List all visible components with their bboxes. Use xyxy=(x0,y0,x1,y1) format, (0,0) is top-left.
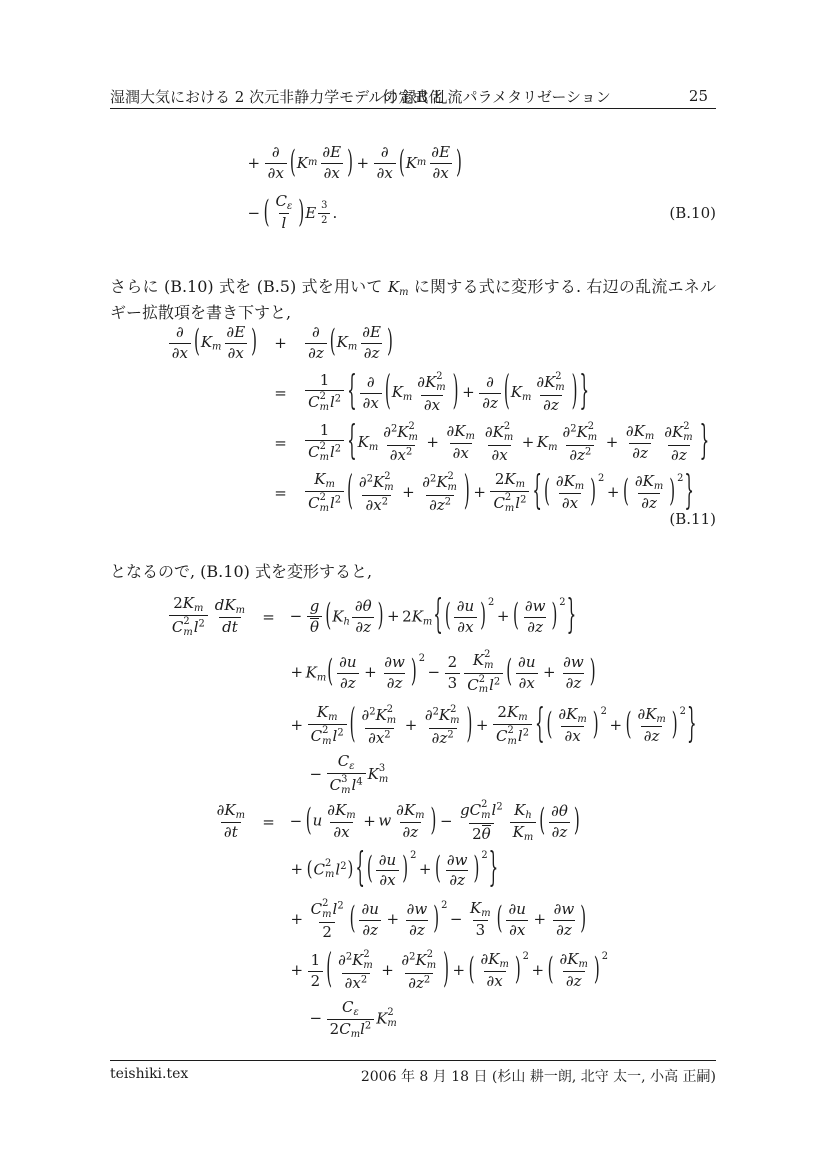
b10-line-1: + ∂ ∂x ( K m ∂E ∂x ) + ∂ ∂x ( K m ∂E ∂x ) xyxy=(247,143,462,182)
main-row-4 xyxy=(110,752,716,798)
main-row-5-rhs: − (u $\frac{\partial K_m}{\partial x}$ + w $\frac{\partial K_m}{\partial z}$ ) − gC 2 m $l^2$ 2θ $\frac{K_h}{K_m}$ ( $\frac{\partial\theta}{\partial z}$ ) xyxy=(289,799,580,844)
main-row-1-rhs: − $\frac{g}{\theta}$ ($K_h$ $\frac{\partial\theta}{\partial z}$ ) + $2K_m${ ( $\frac{\partial u}{\partial x}$ ) $^2$+ ( $\frac{\partial w}{\partial z}$ ) $^2$} xyxy=(289,589,577,639)
main-row-4-rhs: − $C_\varepsilon$ C 3 m $l^4$ K 3 m xyxy=(309,752,389,796)
b11-row-2-rhs: 1 C 2 m $l^2$ { ∂ ∂x ($K_m$ ∂K 2 m ∂x ) + ∂ ∂z ($K_m$ ∂K 2 m ∂z ) } xyxy=(303,372,716,414)
main-row-7-rhs: + C 2 m $l^2$ 2 ( $\frac{\partial u}{\partial z}$ + $\frac{\partial w}{\partial z}$ ) $^2$− $\frac{K_m}{3}$ ( $\frac{\partial u}{\partial x}$ + $\frac{\partial w}{\partial z}$ ) xyxy=(290,897,587,941)
header-rule xyxy=(110,108,716,109)
main-row-6 xyxy=(110,842,716,894)
b11-row-1-rhs: ∂ ∂z ($K_m$ $\frac{\partial E}{\partial z}$ ) xyxy=(303,324,716,362)
b11-row-2-rel: = xyxy=(274,384,287,402)
main-row-9-rhs: − $C_\varepsilon$ $2C_ml^2$ K 2 m xyxy=(309,997,397,1040)
page-number: 25 xyxy=(688,87,708,105)
equation-main xyxy=(110,588,716,1042)
b10-line-2: − ( $C_\varepsilon$ l ) E $\frac{3}{2}$ . xyxy=(247,192,338,233)
main-row-5-lhs: $\frac{\partial K_m}{\partial t}$ xyxy=(216,801,245,842)
b11-equation-tag: (B.11) xyxy=(669,510,716,528)
b10-equation-tag: (B.10) xyxy=(669,204,716,222)
equation-b11 xyxy=(110,318,716,528)
main-row-5 xyxy=(110,798,716,846)
b11-row-1-rel: + xyxy=(274,334,287,352)
b11-row-3-rhs: 1 C 2 m $l^2$ {$K_m$ ∂$^2$K 2 m $\partial x^2$ + $\frac{\partial K_m}{\partial x}$ ∂K 2 m ∂x + $K_m$ ∂$^2$K 2 m $\partial z^2$ + $\frac{\partial K_m}{\partial z}$ ∂K 2 m ∂z } xyxy=(303,422,716,464)
inline-math-km: $K_m$ xyxy=(387,278,409,298)
header-title-appendix: 付 録B 乱流パラメタリゼーション xyxy=(382,88,611,106)
main-row-2 xyxy=(110,646,716,700)
paragraph-1-text-post: に関する式に変形する. 右辺の乱流エネルギー拡散項を書き下すと, xyxy=(110,277,716,322)
b11-row-1-lhs: ∂ ∂x ($K_m$ $\frac{\partial E}{\partial x}$ ) xyxy=(110,324,258,362)
header-title-running: 湿潤大気における 2 次元非静力学モデルの定式化 xyxy=(110,88,444,106)
main-row-3-rhs: + $K_m$ C 2 m $l^2$ ( ∂$^2$K 2 m $\partial x^2$ + ∂$^2$K 2 m $\partial z^2$ ) + $2K_m$ C 2 m $l^2$ { ( $\frac{\partial K_m}{\partial x}$ ) $^2$+ ( $\frac{\partial K_m}{\partial z}$ ) $^2$} xyxy=(290,698,697,748)
page-footer xyxy=(110,1060,716,1086)
b11-row-4-rhs: $K_m$ C 2 m $l^2$ ( ∂$^2$K 2 m $\partial x^2$ + ∂$^2$K 2 m $\partial z^2$ ) + $2K_m$ C 2 m $l^2$ { ( $\frac{\partial K_m}{\partial x}$ ) $^2$+ ( $\frac{\partial K_m}{\partial z}$ ) $^2$} xyxy=(303,471,716,515)
footer-date-authors: 2006 年 8 月 18 日 (杉山 耕一朗, 北守 太一, 小高 正嗣) xyxy=(360,1069,716,1085)
page-header xyxy=(110,86,716,108)
main-row-2-rhs: + $K_m$( $\frac{\partial u}{\partial z}$ + $\frac{\partial w}{\partial z}$ ) $^2$− $\frac{2}{3}$ K 2 m C 2 m $l^2$ ( $\frac{\partial u}{\partial x}$ + $\frac{\partial w}{\partial z}$ ) xyxy=(290,648,596,696)
paragraph-2: となるので, (B.10) 式を変形すると, xyxy=(110,562,373,581)
b11-row-1 xyxy=(110,318,716,368)
main-row-1-rel: = xyxy=(262,608,275,626)
main-row-7 xyxy=(110,894,716,946)
b11-row-4-rel: = xyxy=(274,484,287,502)
main-row-8 xyxy=(110,943,716,996)
b11-row-3 xyxy=(110,415,716,468)
equation-b10 xyxy=(110,138,716,238)
main-row-6-rhs: + (C 2 m $l^2$) { ( $\frac{\partial u}{\partial x}$ ) $^2$+ ( $\frac{\partial w}{\partial z}$ ) $^2$} xyxy=(290,842,499,892)
main-row-1 xyxy=(110,588,716,646)
paragraph-1-text-pre: さらに (B.10) 式を (B.5) 式を用いて xyxy=(110,277,388,296)
main-row-8-rhs: + $\frac{1}{2}$ ( ∂$^2$K 2 m $\partial x^2$ + ∂$^2$K 2 m $\partial z^2$ ) + ( $\frac{\partial K_m}{\partial x}$ ) $^2$+ ( $\frac{\partial K_m}{\partial z}$ ) $^2$ xyxy=(290,943,609,993)
main-row-5-rel: = xyxy=(262,813,275,831)
main-row-1-lhs: $2K_m$ C 2 m $l^2$ $dK_m$ dt xyxy=(110,595,250,639)
b11-row-2 xyxy=(110,365,716,418)
b11-row-3-rel: = xyxy=(274,434,287,452)
main-row-9 xyxy=(110,996,716,1042)
footer-filename: teishiki.tex xyxy=(110,1066,189,1082)
main-row-3 xyxy=(110,700,716,752)
